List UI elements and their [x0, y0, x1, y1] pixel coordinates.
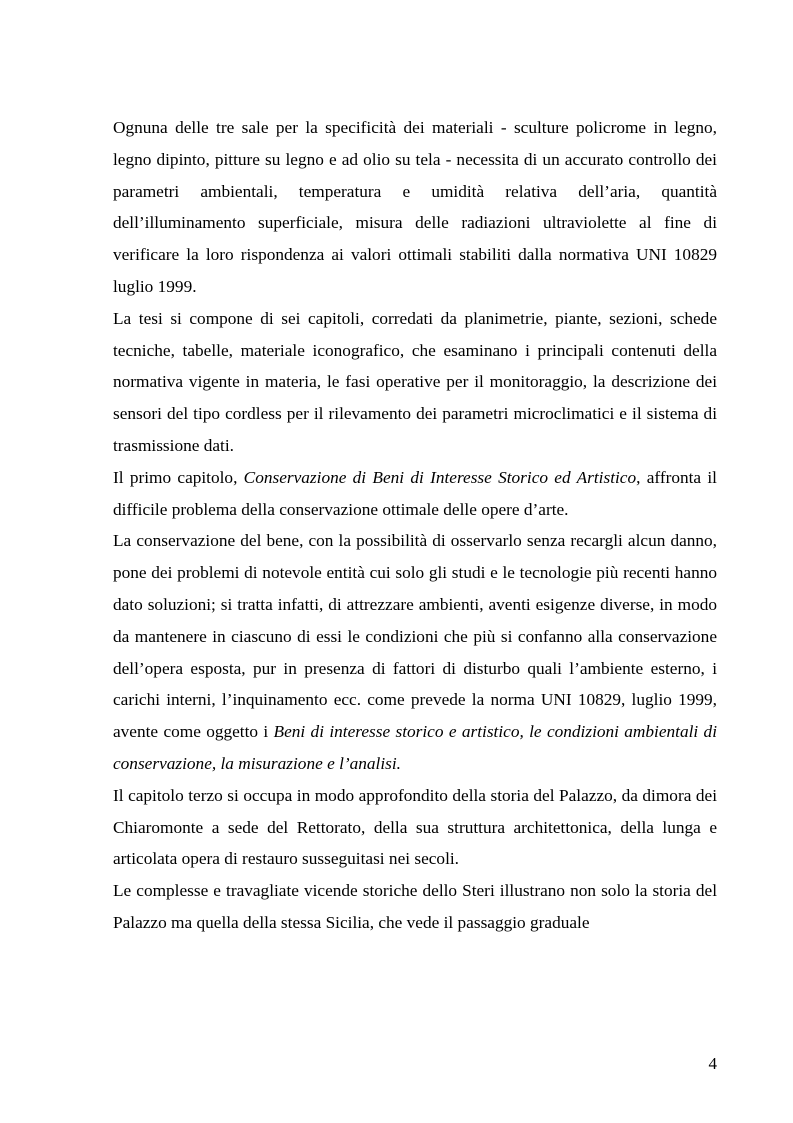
page-number: 4 [708, 1054, 717, 1073]
italic-text: Beni di interesse storico e artistico, le condizioni ambientali di conservazione, la misurazione e l’analisi. [113, 722, 718, 773]
paragraph [113, 303, 717, 462]
paragraph [113, 112, 717, 303]
text-run: , affronta il difficile problema della conservazione ottimale delle opere d’arte. [113, 467, 717, 519]
paragraph [113, 525, 717, 779]
text-run: La conservazione del bene, con la possibilità di osservarlo senza recargli alcun danno, pone dei problemi di notevole entità cui solo gli studi e le tecnologie più recenti hanno dato soluzioni; si tratta infatti, di attrezzare ambienti, aventi esigenze diverse, in modo da mantenere in ciascuno di essi le condizioni che più si confanno alla conservazione dell’opera esposta, pur in presenza di fattori di disturbo quali l’ambiente esterno, i carichi interni, l’inquinamento ecc. come prevede la norma UNI 10829, luglio 1999, avente come oggetto i [113, 531, 717, 742]
paragraph [113, 780, 717, 875]
italic-text: Conservazione di Beni di Interesse Storico ed Artistico [243, 467, 637, 487]
text-run: La tesi si compone di sei capitoli, corredati da planimetrie, piante, sezioni, schede tecniche, tabelle, materiale iconografico, che esaminano i principali contenuti della normativa vigente in materia, le fasi operative per il monitoraggio, la descrizione dei sensori del tipo cordless per il rilevamento dei parametri microclimatici e il sistema di trasmissione dati. [113, 308, 717, 455]
paragraph [113, 462, 717, 526]
body-text [113, 112, 717, 939]
paragraph [113, 875, 717, 939]
text-run: Il capitolo terzo si occupa in modo approfondito della storia del Palazzo, da dimora dei Chiaromonte a sede del Rettorato, della sua struttura architettonica, della lunga e articolata opera di restauro susseguitasi nei secoli. [113, 785, 717, 869]
text-run: Il primo capitolo, [113, 467, 244, 487]
text-run: Le complesse e travagliate vicende storiche dello Steri illustrano non solo la storia del Palazzo ma quella della stessa Sicilia, che vede il passaggio graduale [113, 881, 717, 932]
text-run: Ognuna delle tre sale per la specificità dei materiali - sculture policrome in legno, legno dipinto, pitture su legno e ad olio su tela - necessita di un accurato controllo dei parametri ambientali, temperatura e umidità relativa dell’aria, quantità dell’illuminamento superficiale, misura delle radiazioni ultraviolette al fine di verificare la loro rispondenza ai valori ottimali stabiliti dalla normativa UNI 10829 luglio 1999. [113, 118, 717, 296]
